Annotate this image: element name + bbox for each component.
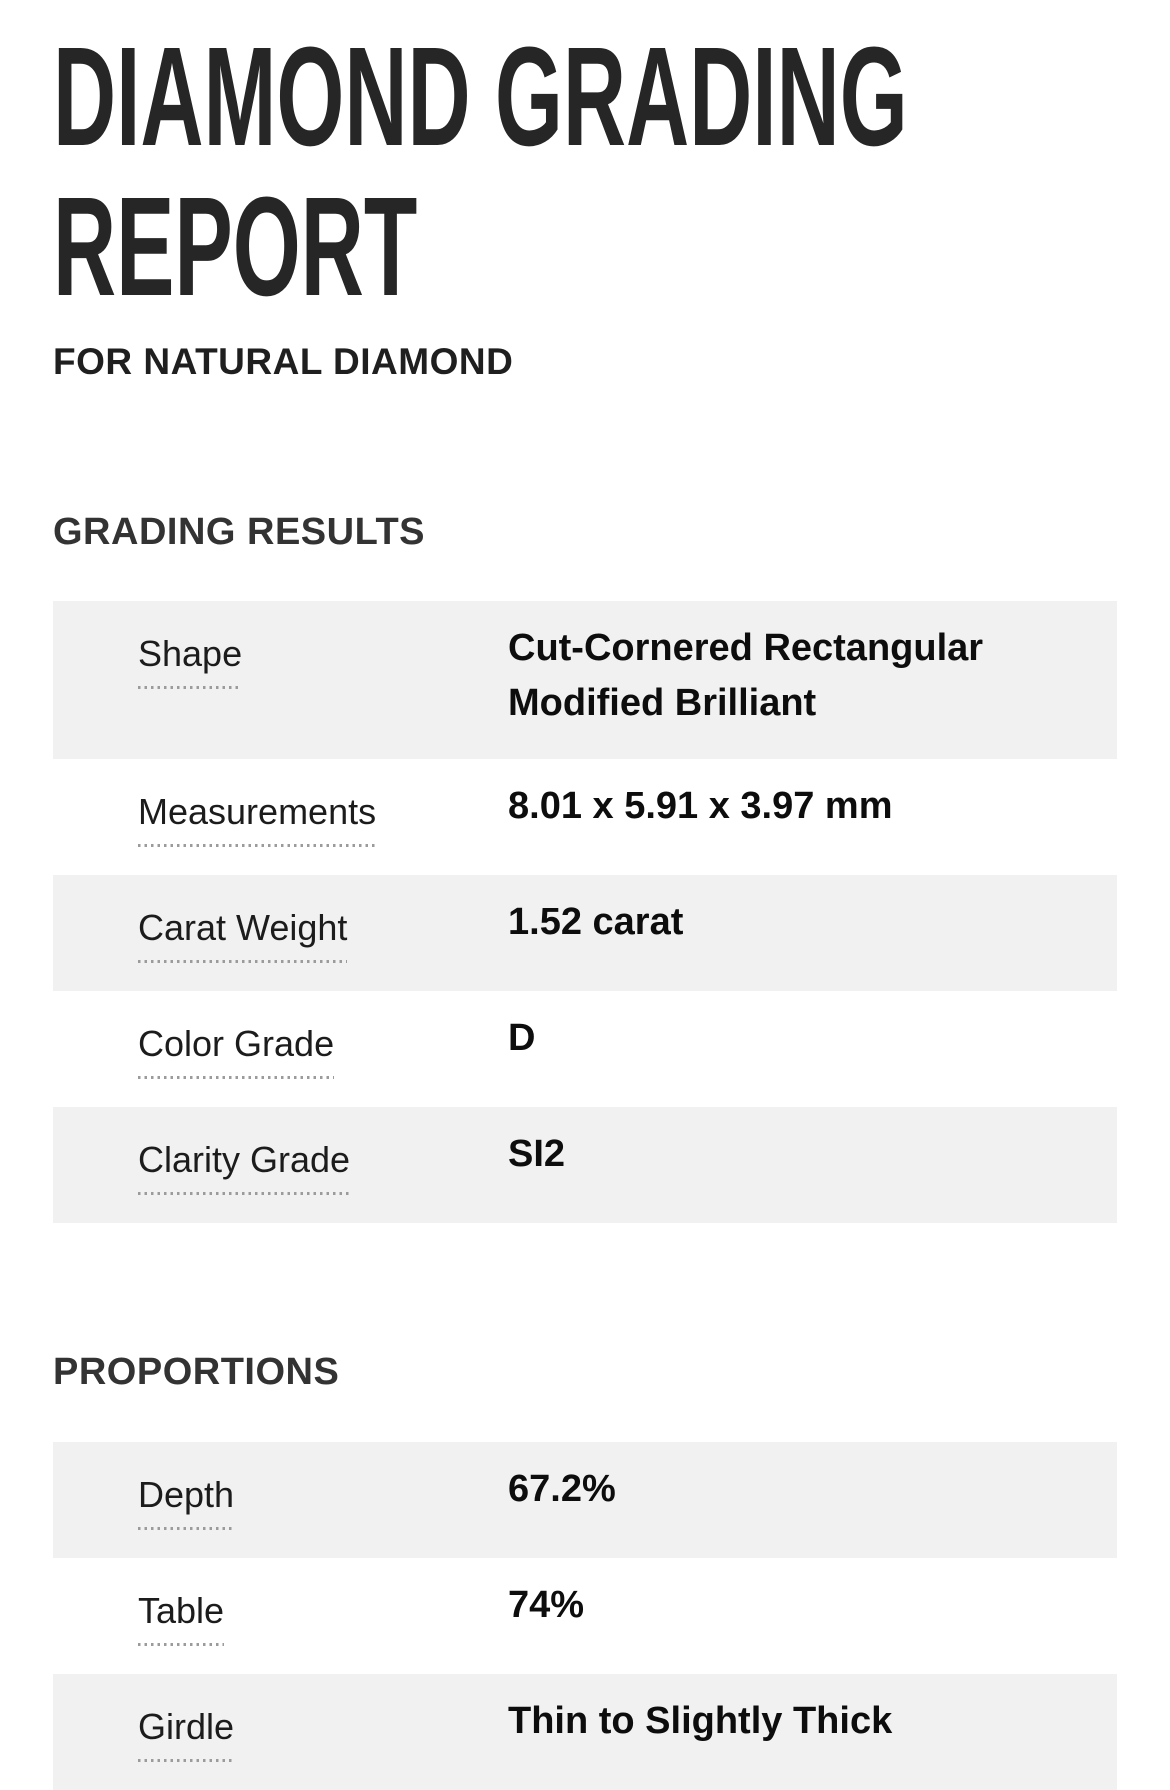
row-value: 67.2% xyxy=(508,1468,616,1510)
row-label: Table xyxy=(138,1590,224,1646)
table-row-carat-weight xyxy=(53,875,1117,991)
table-row-shape xyxy=(53,601,1117,759)
grading-results-heading: GRADING RESULTS xyxy=(53,511,426,553)
row-value: 1.52 carat xyxy=(508,901,684,943)
row-label: Carat Weight xyxy=(138,907,347,963)
table-row-table xyxy=(53,1558,1117,1674)
row-value: 74% xyxy=(508,1584,585,1626)
proportions-table xyxy=(53,1442,1117,1790)
page-title: DIAMOND GRADING REPORT xyxy=(53,17,908,325)
proportions-heading: PROPORTIONS xyxy=(53,1351,340,1393)
table-row-color-grade xyxy=(53,991,1117,1107)
row-label: Shape xyxy=(138,633,242,689)
row-label: Depth xyxy=(138,1474,234,1530)
row-label: Measurements xyxy=(138,791,376,847)
row-value: Thin to Slightly Thick xyxy=(508,1700,893,1742)
grading-results-table xyxy=(53,601,1117,1223)
row-value: D xyxy=(508,1017,536,1059)
row-label: Clarity Grade xyxy=(138,1139,350,1195)
table-row-clarity-grade xyxy=(53,1107,1117,1223)
page-subtitle: FOR NATURAL DIAMOND xyxy=(53,341,514,382)
row-value: 8.01 x 5.91 x 3.97 mm xyxy=(508,785,893,827)
table-row-depth xyxy=(53,1442,1117,1558)
row-label: Girdle xyxy=(138,1706,234,1762)
table-row-measurements xyxy=(53,759,1117,875)
row-value: Cut-Cornered Rectangular Modified Brilliant xyxy=(508,627,984,724)
row-label: Color Grade xyxy=(138,1023,334,1079)
table-row-girdle xyxy=(53,1674,1117,1790)
row-value: SI2 xyxy=(508,1133,566,1175)
